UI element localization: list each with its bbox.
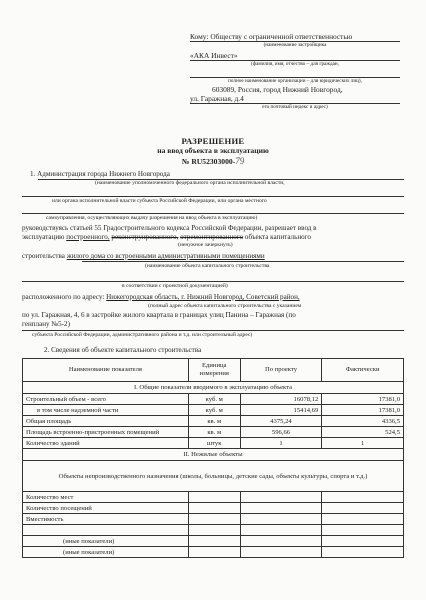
- table-row: [23, 525, 404, 536]
- guided-line-1: руководствуясь статьей 55 Градостроительного кодекса Российской Федерации, разрешает ввод в: [22, 224, 317, 232]
- row-actual: [322, 525, 404, 536]
- row-name: (иные показатели): [23, 536, 189, 547]
- row-unit: [188, 547, 240, 558]
- indicators-table: [22, 358, 404, 558]
- nonres-row: [23, 461, 404, 492]
- section-row: [23, 449, 404, 461]
- handwritten-number: 79: [235, 156, 245, 166]
- table-header-row: [23, 359, 404, 382]
- rule: [22, 196, 404, 197]
- hint-postal: его почтовый индекс и адрес): [262, 104, 328, 110]
- table-row: [23, 547, 404, 558]
- row-name: Общая площадь: [23, 416, 189, 427]
- header-cell-name: Наименование показателя: [23, 359, 189, 382]
- row-project: 596,66: [240, 427, 322, 438]
- hint-fullname: полное наименование организации – для юридических лиц),: [228, 78, 362, 84]
- guided-line-2: [22, 233, 311, 242]
- rule: [22, 330, 404, 331]
- doc-subtitle: на ввод объекта в эксплуатацию: [157, 146, 269, 155]
- row-name: Вместимость: [23, 514, 189, 525]
- location-value: Нижегородская область, г. Нижний Новгород, Советский район,: [106, 293, 300, 301]
- blank-line: [190, 68, 400, 78]
- section-title-2: II. Нежилые объекты: [23, 449, 404, 461]
- table-row: [23, 405, 404, 416]
- row-actual: 524,5: [322, 427, 404, 438]
- row-project: 1: [240, 438, 322, 449]
- rule: [22, 213, 404, 214]
- row-project: [240, 547, 322, 558]
- construction-label: строительства: [22, 252, 65, 260]
- row-actual: 1: [322, 438, 404, 449]
- row-unit: [188, 503, 240, 514]
- row-unit: куб. м: [188, 405, 240, 416]
- table-row: [23, 438, 404, 449]
- row-project: [240, 525, 322, 536]
- table-row: [23, 416, 404, 427]
- table-row: [23, 394, 404, 405]
- row-name: Площадь встроенно-пристроенных помещений: [23, 427, 189, 438]
- row-name: в том числе надземной части: [23, 405, 189, 416]
- address-line-1: 603089, Россия, город Нижний Новгород,: [212, 85, 343, 94]
- option-built: построенного,: [66, 233, 110, 241]
- header-cell-project: По проекту: [240, 359, 322, 382]
- doc-title: РАЗРЕШЕНИЕ: [181, 136, 245, 146]
- row-actual: 17381,0: [322, 394, 404, 405]
- item2-heading: 2. Сведения об объекте капитального строительства: [44, 346, 202, 354]
- row-actual: [322, 514, 404, 525]
- row-unit: куб. м: [188, 394, 240, 405]
- hint-authority-1: (наименование уполномоченного федерального органа исполнительной власти,: [95, 180, 285, 186]
- row-actual: [322, 492, 404, 503]
- rule: [82, 261, 404, 262]
- hint-authority-2: или органа исполнительной власти субъекта Российской Федерации, или органа местного: [52, 198, 267, 204]
- row-project: 15414,69: [240, 405, 322, 416]
- row-project: [240, 536, 322, 547]
- row-actual: [322, 503, 404, 514]
- row-unit: [188, 536, 240, 547]
- row-name: Строительный объем - всего: [23, 394, 189, 405]
- table-row: [23, 536, 404, 547]
- row-project: [240, 514, 322, 525]
- header-cell-unit: Единица измерения: [188, 359, 240, 382]
- hint-fio: (фамилия, имя, отчество – для граждан,: [251, 61, 339, 67]
- item1-value: Администрация города Нижнего Новгорода: [37, 170, 170, 178]
- hint-developer: (наименование застройщика: [263, 42, 327, 48]
- row-project: [240, 503, 322, 514]
- location-line: [22, 293, 300, 302]
- row-unit: [188, 514, 240, 525]
- recipient-to: [190, 32, 400, 42]
- table-row: [23, 514, 404, 525]
- nonres-objects-label: Объекты непроизводственного назначения (школы, больницы, детские сады, объекты культуры, спорта и т.д.): [23, 461, 404, 492]
- row-name: Количество посещений: [23, 503, 189, 514]
- row-unit: штук: [188, 438, 240, 449]
- row-actual: 17381,0: [322, 405, 404, 416]
- hint-address: (полный адрес объекта капитального строительства с указанием: [148, 303, 302, 309]
- doc-number-prefix: № RU52303000-: [181, 157, 236, 166]
- construction-value: жилого дома со встроенными административными помещениями: [66, 252, 265, 260]
- row-actual: [322, 547, 404, 558]
- row-actual: 4336,5: [322, 416, 404, 427]
- hint-project: в соответствии с проектной документацией): [122, 283, 228, 289]
- construction-line: [22, 252, 265, 261]
- section-title-1: I. Общие показатели вводимого в эксплуатацию объекта: [23, 382, 404, 394]
- company-name: «АКА Инвест»: [190, 51, 400, 61]
- to-label: Кому:: [190, 32, 209, 41]
- row-unit: кв. м: [188, 416, 240, 427]
- row-unit: [188, 525, 240, 536]
- item1-line: [30, 170, 170, 179]
- doc-number: [0, 156, 426, 166]
- hint-strike: (ненужное зачеркнуть): [178, 242, 233, 248]
- row-name: Количество мест: [23, 492, 189, 503]
- table-row: [23, 492, 404, 503]
- row-unit: кв. м: [188, 427, 240, 438]
- guided-prefix: эксплуатацию: [22, 233, 65, 241]
- hint-object: (наименование объекта капитального строительства: [145, 263, 270, 269]
- address-line-2: ул. Гаражная, д.4: [190, 94, 400, 104]
- row-project: [240, 492, 322, 503]
- to-value: Обществу с ограниченной ответственностью: [210, 32, 353, 41]
- option-repaired: отремонтированного: [180, 233, 244, 241]
- guided-suffix: объекта капитального: [244, 233, 311, 241]
- row-project: 16078,12: [240, 394, 322, 405]
- hint-authority-3: самоуправления, осуществляющих выдачу разрешения на ввод объекта в эксплуатацию): [46, 215, 258, 221]
- section-row: [23, 382, 404, 394]
- row-name: Количество зданий: [23, 438, 189, 449]
- row-name: [23, 525, 189, 536]
- hint-subject: субъекта Российской Федерации, административного района и т.д. или строительный адрес): [32, 332, 253, 338]
- street-line-1: по ул. Гаражная, 4, 6 в застройке жилого квартала в границах улиц Панина – Гаражная (по: [22, 311, 296, 319]
- option-reconstructed: реконструированного,: [111, 233, 179, 241]
- table-row: [23, 503, 404, 514]
- rule: [22, 281, 404, 282]
- row-project: 4375,24: [240, 416, 322, 427]
- row-name: (иные показатели): [23, 547, 189, 558]
- location-label: расположенного по адресу:: [22, 293, 105, 301]
- recipient-block: [190, 32, 400, 111]
- table-row: [23, 427, 404, 438]
- header-cell-actual: Фактически: [322, 359, 404, 382]
- street-line-2: генплану №5-2): [22, 320, 70, 328]
- row-actual: [322, 536, 404, 547]
- item1-num: 1.: [30, 170, 36, 178]
- row-unit: [188, 492, 240, 503]
